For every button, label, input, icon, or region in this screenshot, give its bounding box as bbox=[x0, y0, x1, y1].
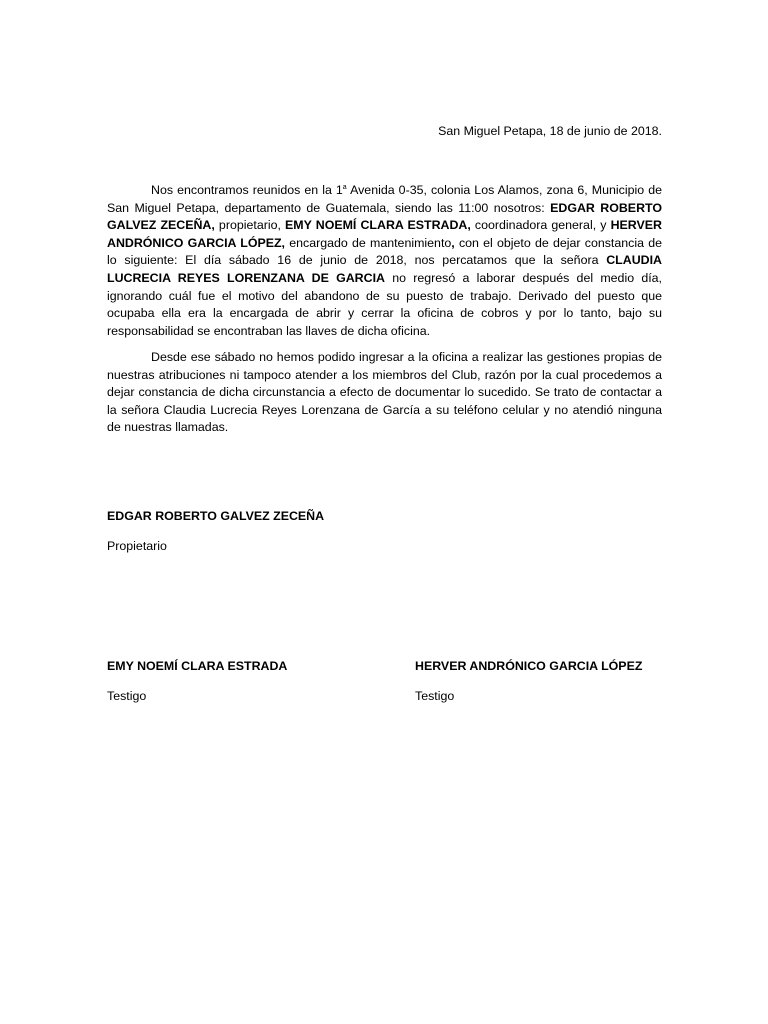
p1-text-2: Avenida 0-35, colonia Los Alamos, zona 6, Municipio de San Miguel Petapa, departamento de Guatemala, siendo las 11:00 nosotros: bbox=[107, 183, 662, 215]
p2-text: Desde ese sábado no hemos podido ingresar a la oficina a realizar las gestiones propias de nuestras atribuciones ni tampoco atender a los miembros del Club, razón por la cual procedemos a dejar constancia de dicha circunstancia a efecto de documentar lo sucedido. Se trato de contactar a la señora Claudia Lucrecia Reyes Lorenzana de García a su teléfono celular y no atendió ninguna de nuestras llamadas. bbox=[107, 350, 662, 435]
witness2-signature-role: Testigo bbox=[415, 689, 455, 703]
p1-text-4: coordinadora general, y bbox=[470, 218, 611, 233]
witness1-signature-name: EMY NOEMÍ CLARA ESTRADA bbox=[107, 659, 288, 673]
p1-text-6: con el objeto de dejar constancia de lo siguiente: El día sábado 16 de junio de 2018, nos percatamos que la señora bbox=[107, 235, 662, 268]
owner-signature-role: Propietario bbox=[107, 539, 167, 553]
p1-bold-comma: , bbox=[451, 235, 455, 250]
ordinal-mark: a bbox=[342, 184, 347, 191]
p1-bold-witness2: HERVER ANDRÓNICO GARCIA LÓPEZ, bbox=[107, 218, 662, 250]
p1-text-5: encargado de mantenimiento bbox=[285, 235, 452, 250]
paragraph-1 bbox=[107, 182, 662, 340]
p1-bold-owner: EDGAR ROBERTO GALVEZ ZECEÑA, bbox=[107, 200, 662, 233]
paragraph-2 bbox=[107, 349, 662, 437]
p1-bold-employee: CLAUDIA LUCRECIA REYES LORENZANA DE GARCIA bbox=[107, 253, 662, 285]
owner-signature-name: EDGAR ROBERTO GALVEZ ZECEÑA bbox=[107, 509, 325, 523]
witness1-signature-role: Testigo bbox=[107, 689, 147, 703]
witness2-signature-name: HERVER ANDRÓNICO GARCIA LÓPEZ bbox=[415, 659, 643, 673]
p1-text-7: no regresó a laborar después del medio día, ignorando cuál fue el motivo del abandono de su puesto de trabajo. Derivado del puesto que ocupaba ella era la encargada de abrir y cerrar la oficina de cobros y por lo tanto, bajo su responsabilidad se encontraban las llaves de dicha oficina. bbox=[107, 270, 662, 338]
p1-bold-witness1: EMY NOEMÍ CLARA ESTRADA, bbox=[285, 218, 471, 233]
place-date: San Miguel Petapa, 18 de junio de 2018. bbox=[438, 124, 662, 138]
p1-text-1: Nos encontramos reunidos en la 1 bbox=[151, 183, 343, 197]
p1-text-3: propietario, bbox=[214, 218, 286, 233]
